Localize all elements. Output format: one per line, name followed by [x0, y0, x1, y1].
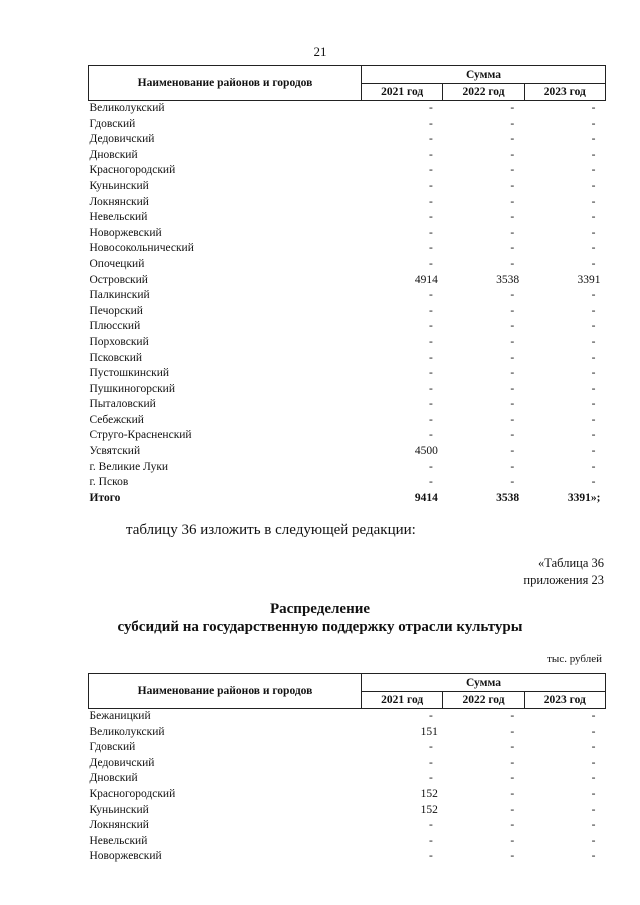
- value-cell-2021: 4500: [414, 445, 438, 458]
- table-row: [89, 210, 606, 226]
- value-cell-2023: -: [591, 367, 596, 380]
- value-cell-2021: -: [428, 476, 433, 489]
- table-row: [89, 273, 606, 289]
- value-cell-2022: -: [510, 164, 515, 177]
- value-cell-2021: -: [428, 320, 433, 333]
- table-row: [89, 787, 606, 803]
- district-name-cell: Невельский: [89, 834, 148, 847]
- value-cell-2021: -: [428, 164, 433, 177]
- district-name-cell: Дедовичский: [89, 756, 155, 769]
- district-name-cell: Красногородский: [89, 164, 176, 177]
- value-cell-2023: -: [591, 476, 596, 489]
- table-row: [89, 397, 606, 413]
- value-cell-2022: -: [510, 133, 515, 146]
- table-row: [89, 132, 606, 148]
- value-cell-2021: -: [428, 195, 433, 208]
- value-cell-2023: -: [591, 382, 596, 395]
- table-row: [89, 475, 606, 491]
- value-cell-2022: 3538: [496, 491, 520, 504]
- value-cell-2023: -: [591, 304, 596, 317]
- value-cell-2022: -: [510, 117, 515, 130]
- value-cell-2021: -: [428, 710, 433, 722]
- value-cell-2022: -: [510, 710, 515, 722]
- value-cell-2021: -: [428, 133, 433, 146]
- value-cell-2021: -: [428, 304, 433, 317]
- value-cell-2022: -: [510, 382, 515, 395]
- table-row: [89, 740, 606, 756]
- value-cell-2022: -: [510, 257, 515, 270]
- value-cell-2022: -: [510, 772, 515, 785]
- intro-text: таблицу 36 изложить в следующей редакции:: [126, 522, 416, 538]
- value-cell-2021: -: [428, 429, 433, 442]
- district-name-cell: Новосокольнический: [89, 242, 194, 255]
- value-cell-2022: -: [510, 289, 515, 302]
- district-name-cell: Опочецкий: [89, 257, 145, 270]
- value-cell-2023: -: [591, 133, 596, 146]
- table-row: [89, 319, 606, 335]
- value-cell-2022: -: [510, 787, 515, 800]
- value-cell-2022: -: [510, 476, 515, 489]
- district-name-cell: Печорский: [89, 304, 143, 317]
- column-header-2022: 2022 год: [443, 84, 524, 101]
- value-cell-2021: -: [428, 148, 433, 161]
- table-row: [89, 818, 606, 834]
- column-header-name: Наименование районов и городов: [89, 674, 362, 709]
- table-reference-line-2: приложения 23: [523, 573, 604, 587]
- table-row: [89, 179, 606, 195]
- district-name-cell: Плюсский: [89, 320, 141, 333]
- table-row: [89, 725, 606, 741]
- column-header-2021: 2021 год: [362, 84, 443, 101]
- column-header-sum: Сумма: [362, 674, 606, 692]
- district-name-cell: Локнянский: [89, 195, 149, 208]
- table-row: [89, 226, 606, 242]
- value-cell-2021: 9414: [414, 491, 438, 504]
- value-cell-2021: -: [428, 834, 433, 847]
- value-cell-2021: -: [428, 413, 433, 426]
- table-row: [89, 117, 606, 133]
- column-header-sum: Сумма: [362, 66, 606, 84]
- value-cell-2021: -: [428, 289, 433, 302]
- value-cell-2022: -: [510, 819, 515, 832]
- value-cell-2021: -: [428, 242, 433, 255]
- value-cell-2023: -: [591, 445, 596, 458]
- table-row: [89, 413, 606, 429]
- value-cell-2023: -: [591, 803, 596, 816]
- value-cell-2023: -: [591, 429, 596, 442]
- value-cell-2023: -: [591, 741, 596, 754]
- value-cell-2023: 3391»;: [567, 491, 601, 504]
- value-cell-2021: -: [428, 335, 433, 348]
- district-name-cell: Себежский: [89, 413, 144, 426]
- table-row: [89, 382, 606, 398]
- value-cell-2022: -: [510, 242, 515, 255]
- value-cell-2021: -: [428, 226, 433, 239]
- value-cell-2022: -: [510, 351, 515, 364]
- column-header-2022: 2022 год: [443, 692, 524, 709]
- value-cell-2021: 151: [420, 725, 438, 738]
- table-row: [89, 163, 606, 179]
- table-row: [89, 756, 606, 772]
- value-cell-2022: -: [510, 102, 515, 114]
- table-row: [89, 148, 606, 164]
- table-row: [89, 444, 606, 460]
- value-cell-2023: -: [591, 725, 596, 738]
- district-name-cell: Новоржевский: [89, 226, 162, 239]
- district-name-cell: Куньинский: [89, 179, 149, 192]
- value-cell-2022: -: [510, 335, 515, 348]
- column-header-2021: 2021 год: [362, 692, 443, 709]
- district-name-cell: Итого: [89, 491, 121, 504]
- table-row: [89, 709, 606, 725]
- value-cell-2023: -: [591, 787, 596, 800]
- district-name-cell: Дновский: [89, 772, 138, 785]
- table-row: [89, 803, 606, 819]
- district-name-cell: Локнянский: [89, 819, 149, 832]
- table-row: [89, 849, 606, 865]
- district-name-cell: Порховский: [89, 335, 149, 348]
- column-header-2023: 2023 год: [524, 692, 605, 709]
- table-row: [89, 771, 606, 787]
- district-name-cell: Красногородский: [89, 787, 176, 800]
- distribution-table-1: [88, 65, 606, 506]
- value-cell-2022: -: [510, 195, 515, 208]
- value-cell-2023: -: [591, 850, 596, 863]
- value-cell-2021: 4914: [414, 273, 438, 286]
- district-name-cell: Дновский: [89, 148, 138, 161]
- value-cell-2023: -: [591, 226, 596, 239]
- value-cell-2023: -: [591, 460, 596, 473]
- district-name-cell: Псковский: [89, 351, 143, 364]
- district-name-cell: Новоржевский: [89, 850, 162, 863]
- value-cell-2022: -: [510, 367, 515, 380]
- district-name-cell: г. Великие Луки: [89, 460, 169, 473]
- value-cell-2021: -: [428, 819, 433, 832]
- value-cell-2023: -: [591, 335, 596, 348]
- value-cell-2022: -: [510, 803, 515, 816]
- value-cell-2022: -: [510, 850, 515, 863]
- value-cell-2023: -: [591, 320, 596, 333]
- value-cell-2021: -: [428, 257, 433, 270]
- distribution-table-2: [88, 673, 606, 865]
- district-name-cell: Невельский: [89, 211, 148, 224]
- value-cell-2023: -: [591, 413, 596, 426]
- district-name-cell: Гдовский: [89, 117, 136, 130]
- value-cell-2023: -: [591, 834, 596, 847]
- value-cell-2023: -: [591, 211, 596, 224]
- value-cell-2021: -: [428, 756, 433, 769]
- value-cell-2022: -: [510, 320, 515, 333]
- units-label: тыс. рублей: [547, 653, 602, 665]
- value-cell-2022: -: [510, 756, 515, 769]
- value-cell-2021: -: [428, 367, 433, 380]
- value-cell-2021: -: [428, 398, 433, 411]
- value-cell-2023: -: [591, 710, 596, 722]
- value-cell-2022: 3538: [496, 273, 520, 286]
- district-name-cell: Великолукский: [89, 102, 165, 114]
- district-name-cell: Пустошкинский: [89, 367, 170, 380]
- table-row: [89, 241, 606, 257]
- table-row: [89, 195, 606, 211]
- value-cell-2022: -: [510, 725, 515, 738]
- value-cell-2021: -: [428, 772, 433, 785]
- value-cell-2023: -: [591, 398, 596, 411]
- table-row: [89, 834, 606, 850]
- value-cell-2023: -: [591, 257, 596, 270]
- value-cell-2022: -: [510, 445, 515, 458]
- table-row: [89, 101, 606, 117]
- value-cell-2021: 152: [420, 787, 438, 800]
- page-number: 21: [313, 44, 327, 59]
- value-cell-2021: -: [428, 382, 433, 395]
- value-cell-2022: -: [510, 429, 515, 442]
- table-reference-line-1: «Таблица 36: [538, 556, 604, 570]
- table-row: [89, 351, 606, 367]
- value-cell-2021: -: [428, 117, 433, 130]
- value-cell-2023: -: [591, 179, 596, 192]
- value-cell-2023: -: [591, 148, 596, 161]
- district-name-cell: Пыталовский: [89, 398, 156, 411]
- value-cell-2023: -: [591, 117, 596, 130]
- value-cell-2021: -: [428, 351, 433, 364]
- value-cell-2022: -: [510, 460, 515, 473]
- table-total-row: [89, 491, 606, 507]
- section-title-line-1: Распределение: [269, 601, 371, 617]
- value-cell-2021: -: [428, 850, 433, 863]
- table-row: [89, 288, 606, 304]
- table-row: [89, 460, 606, 476]
- district-name-cell: Струго-Красненский: [89, 429, 192, 442]
- value-cell-2022: -: [510, 398, 515, 411]
- section-title-line-2: субсидий на государственную поддержку отрасли культуры: [117, 619, 523, 635]
- district-name-cell: Пушкиногорский: [89, 382, 175, 395]
- table-row: [89, 335, 606, 351]
- value-cell-2023: -: [591, 756, 596, 769]
- table-row: [89, 257, 606, 273]
- value-cell-2021: -: [428, 460, 433, 473]
- value-cell-2023: 3391: [577, 273, 601, 286]
- value-cell-2022: -: [510, 741, 515, 754]
- value-cell-2021: -: [428, 179, 433, 192]
- table-row: [89, 304, 606, 320]
- value-cell-2021: -: [428, 211, 433, 224]
- district-name-cell: Палкинский: [89, 289, 150, 302]
- value-cell-2022: -: [510, 148, 515, 161]
- value-cell-2022: -: [510, 304, 515, 317]
- value-cell-2022: -: [510, 413, 515, 426]
- value-cell-2022: -: [510, 211, 515, 224]
- district-name-cell: Дедовичский: [89, 133, 155, 146]
- table-body: [89, 101, 606, 507]
- column-header-2023: 2023 год: [524, 84, 605, 101]
- district-name-cell: Бежаницкий: [89, 710, 151, 722]
- table-row: [89, 366, 606, 382]
- district-name-cell: Островский: [89, 273, 148, 286]
- column-header-name: Наименование районов и городов: [89, 66, 362, 101]
- value-cell-2023: -: [591, 102, 596, 114]
- district-name-cell: Усвятский: [89, 445, 141, 458]
- value-cell-2022: -: [510, 226, 515, 239]
- value-cell-2023: -: [591, 819, 596, 832]
- value-cell-2021: 152: [420, 803, 438, 816]
- value-cell-2023: -: [591, 772, 596, 785]
- district-name-cell: г. Псков: [89, 476, 129, 489]
- value-cell-2021: -: [428, 741, 433, 754]
- district-name-cell: Великолукский: [89, 725, 165, 738]
- value-cell-2023: -: [591, 242, 596, 255]
- value-cell-2023: -: [591, 351, 596, 364]
- value-cell-2023: -: [591, 195, 596, 208]
- district-name-cell: Куньинский: [89, 803, 149, 816]
- district-name-cell: Гдовский: [89, 741, 136, 754]
- table-body: [89, 709, 606, 865]
- value-cell-2023: -: [591, 289, 596, 302]
- value-cell-2022: -: [510, 179, 515, 192]
- value-cell-2023: -: [591, 164, 596, 177]
- value-cell-2021: -: [428, 102, 433, 114]
- table-row: [89, 428, 606, 444]
- value-cell-2022: -: [510, 834, 515, 847]
